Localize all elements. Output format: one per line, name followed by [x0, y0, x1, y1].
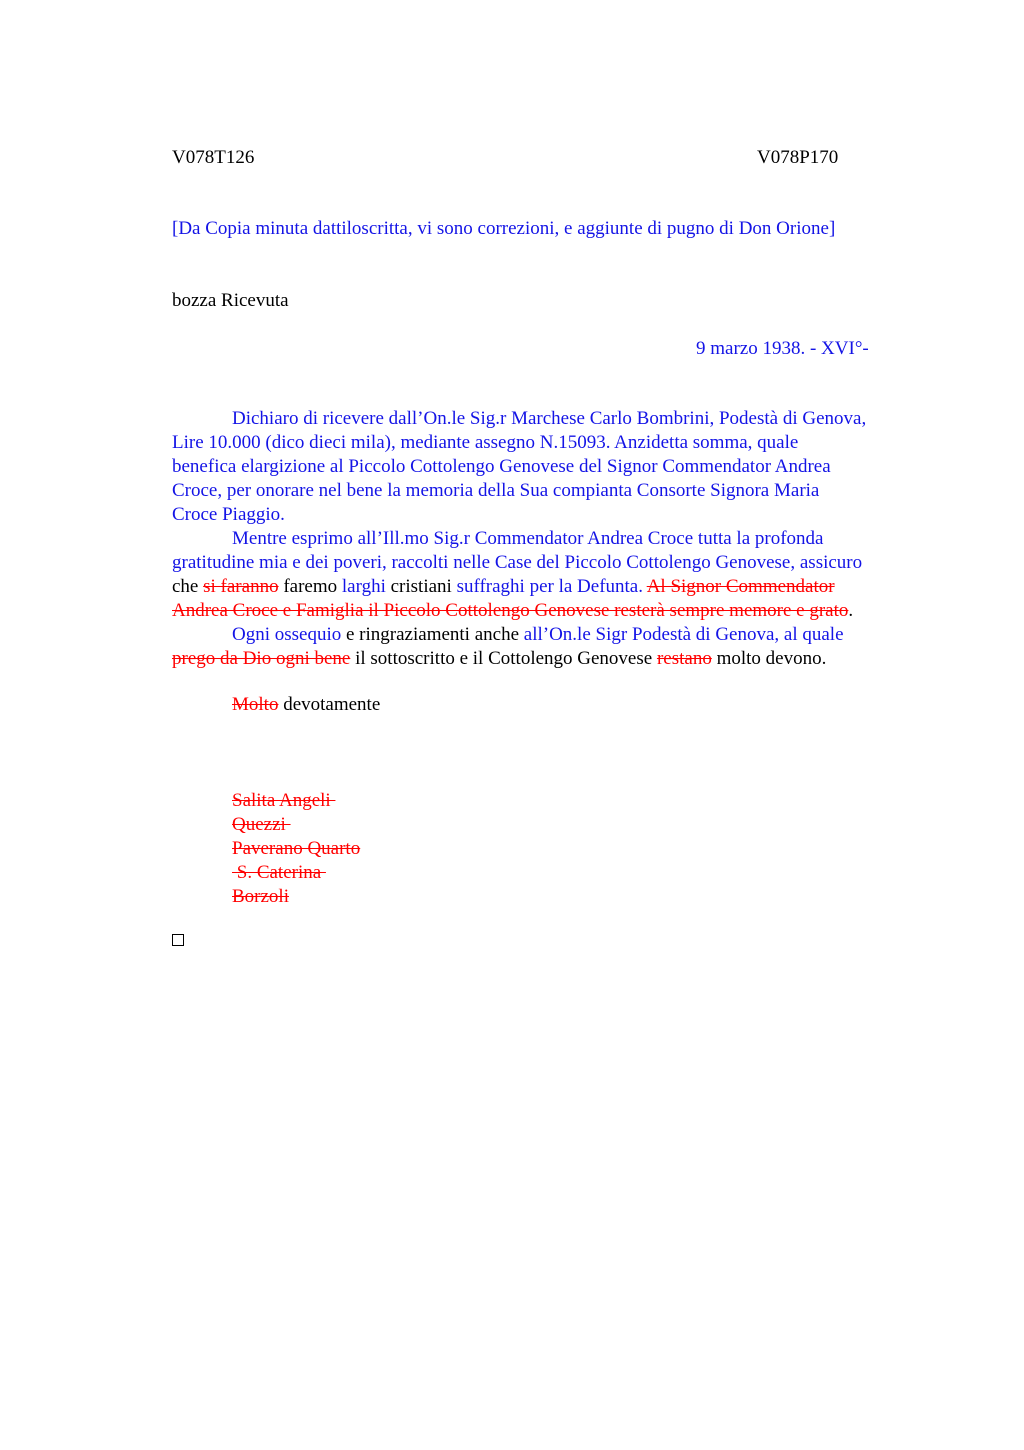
address-item: S. Caterina	[232, 862, 326, 883]
address-item: Borzoli	[232, 886, 289, 907]
archive-code-right: V078P170	[757, 147, 839, 168]
paragraph-line: Mentre esprimo all’Ill.mo Sig.r Commendator Andrea Croce tutta la profonda	[232, 528, 824, 549]
paragraph-gratitude	[172, 527, 924, 623]
text-run: .	[848, 600, 854, 621]
paragraph-line: Croce, per onorare nel bene la memoria della Sua compianta Consorte Signora Maria	[172, 480, 820, 501]
text-run: molto devono.	[711, 648, 827, 669]
empty-square-glyph	[172, 934, 184, 946]
text-run: che	[172, 576, 204, 597]
deleted-text: Molto	[232, 694, 279, 715]
paragraph-line: benefica elargizione al Piccolo Cottolengo Genovese del Signor Commendator Andrea	[172, 456, 831, 477]
text-run: cristiani	[385, 576, 457, 597]
paragraph-line	[172, 623, 924, 647]
archive-code-left: V078T126	[172, 147, 255, 168]
paragraph-line: gratitudine mia e dei poveri, raccolti nelle Case del Piccolo Cottolengo Genovese, assicuro	[172, 552, 863, 573]
inserted-text: suffraghi per la Defunta.	[456, 576, 643, 597]
paragraph-line: Croce Piaggio.	[172, 504, 285, 525]
address-list	[232, 789, 360, 909]
deleted-text: Al Signor Commendator	[646, 576, 835, 597]
paragraph-line	[172, 575, 924, 599]
address-item: Quezzi	[232, 814, 291, 835]
deleted-text: restano	[656, 648, 712, 669]
paragraph-line: Lire 10.000 (dico dieci mila), mediante assegno N.15093. Anzidetta somma, quale	[172, 432, 799, 453]
address-item: Salita Angeli	[232, 790, 336, 811]
deleted-text: si faranno	[203, 576, 279, 597]
deleted-text: Andrea Croce e Famiglia il Piccolo Cottolengo Genovese resterà sempre memore e grato	[172, 600, 849, 621]
text-run: il sottoscritto e il Cottolengo Genovese	[350, 648, 657, 669]
source-note: [Da Copia minuta dattiloscritta, vi sono correzioni, e aggiunte di pugno di Don Orione]	[172, 218, 836, 239]
paragraph-receipt	[172, 407, 924, 527]
text-run: e ringraziamenti anche	[341, 624, 524, 645]
closing-line	[232, 693, 380, 717]
document-date: 9 marzo 1938. - XVI°-	[696, 338, 869, 359]
paragraph-line	[172, 599, 924, 623]
paragraph-line	[172, 647, 924, 671]
text-run: devotamente	[278, 694, 381, 715]
inserted-text: all’On.le Sigr Podestà di Genova, al quale	[523, 624, 844, 645]
paragraph-line: Dichiaro di ricevere dall’On.le Sig.r Marchese Carlo Bombrini, Podestà di Genova,	[232, 408, 867, 429]
paragraph-regards	[172, 623, 924, 671]
inserted-text: larghi	[341, 576, 386, 597]
document-label: bozza Ricevuta	[172, 290, 289, 311]
inserted-text: Ogni ossequio	[232, 624, 342, 645]
text-run: faremo	[278, 576, 342, 597]
address-item: Paverano Quarto	[232, 838, 361, 859]
deleted-text: prego da Dio ogni bene	[172, 648, 351, 669]
